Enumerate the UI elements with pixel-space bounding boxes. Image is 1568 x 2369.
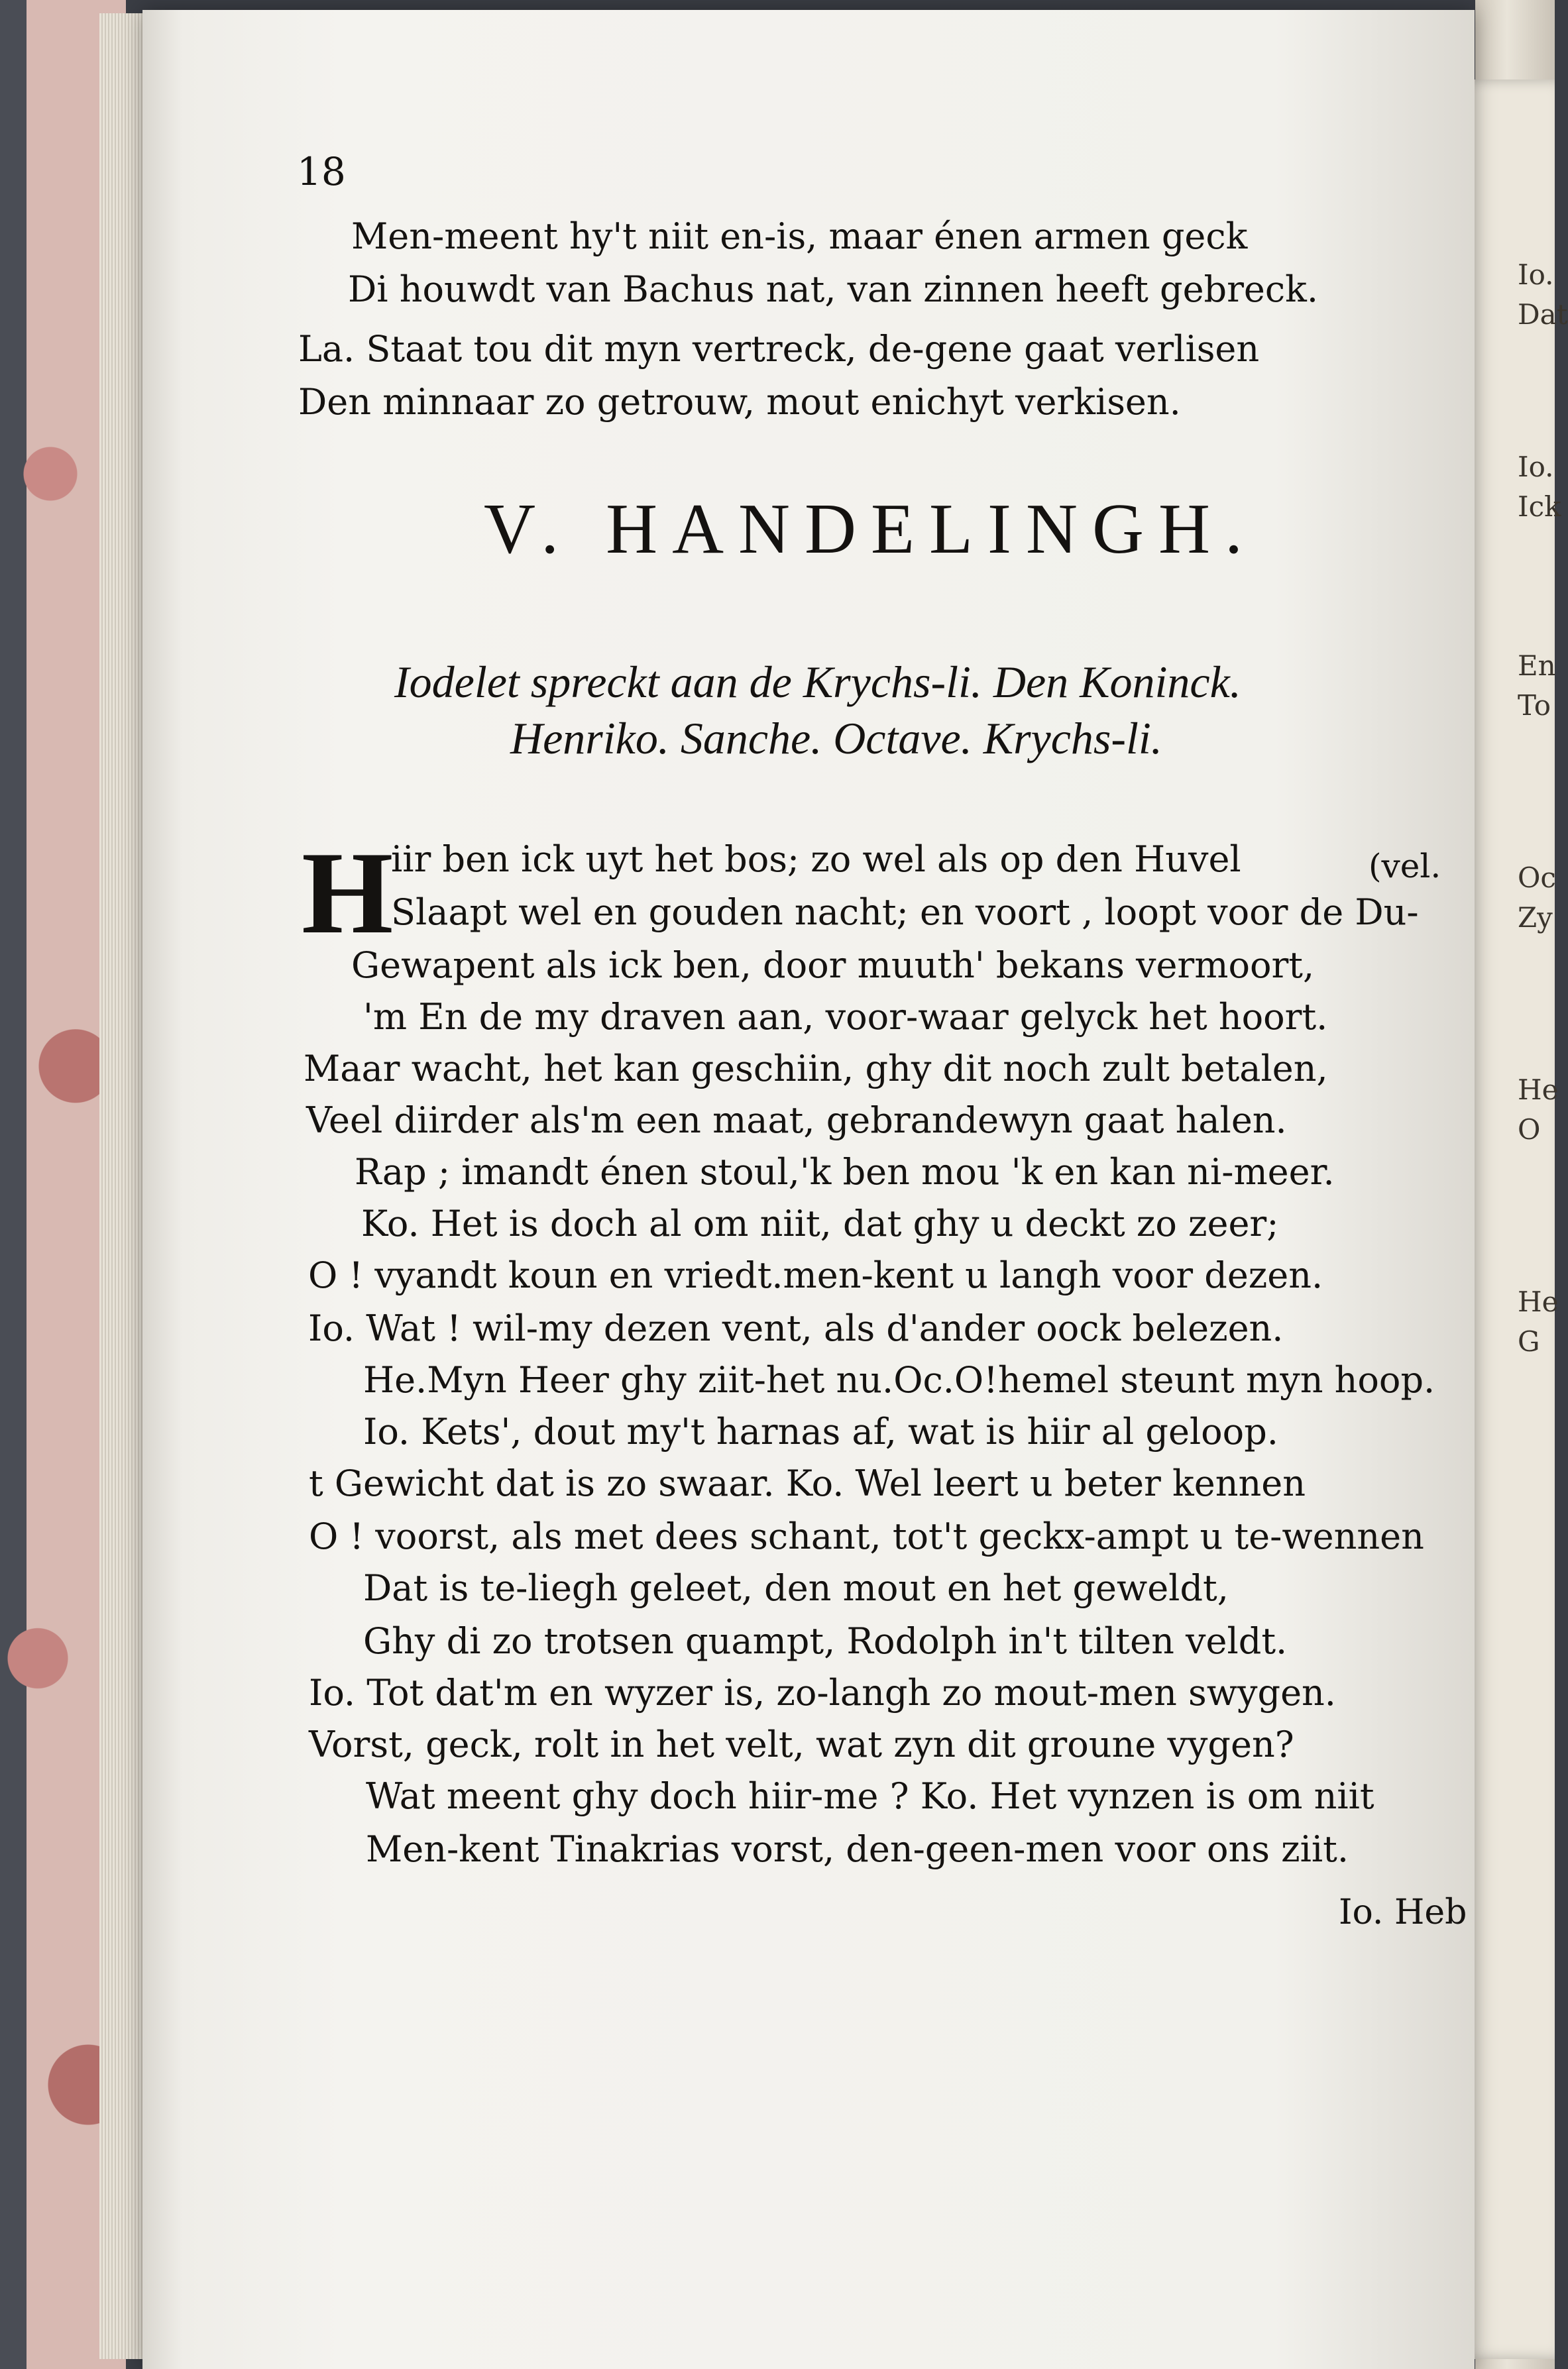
- verse-line: Ghy di zo trotsen quampt, Rodolph in't tilten veldt.: [363, 1620, 1288, 1662]
- verse-line: Io. Wat ! wil-my dezen vent, als d'ander oock belezen.: [308, 1307, 1284, 1349]
- top-line: Den minnaar zo getrouw, mout enichyt verkisen.: [298, 381, 1181, 423]
- verse-line: Maar wacht, het kan geschiin, ghy dit noch zult betalen,: [304, 1048, 1328, 1089]
- verse-line: Slaapt wel en gouden nacht; en voort , loopt voor de Du-: [391, 891, 1419, 933]
- top-line: Men-meent hy't niit en-is, maar énen armen geck: [351, 215, 1248, 257]
- verse-line: Gewapent als ick ben, door muuth' bekans vermoort,: [351, 944, 1315, 986]
- verse-line: He.Myn Heer ghy ziit-het nu.Oc.O!hemel steunt myn hoop.: [363, 1359, 1435, 1401]
- facing-fragment: Ick: [1518, 490, 1561, 523]
- verse-line: Men-kent Tinakrias vorst, den-geen-men voor ons ziit.: [366, 1828, 1349, 1870]
- verse-line: Dat is te-liegh geleet, den mout en het geweldt,: [363, 1567, 1229, 1609]
- facing-fragment: Io.: [1518, 258, 1554, 291]
- verse-line: Veel diirder als'm een maat, gebrandewyn gaat halen.: [306, 1099, 1287, 1141]
- facing-fragment: He: [1518, 1074, 1559, 1106]
- scene-direction: Iodelet spreckt aan de Krychs-li. Den Koninck.: [394, 657, 1241, 707]
- top-line: La. Staat tou dit myn vertreck, de-gene gaat verlisen: [298, 328, 1260, 370]
- verse-line: O ! vyandt koun en vriedt.men-kent u langh voor dezen.: [308, 1254, 1323, 1296]
- scene-direction: Henriko. Sanche. Octave. Krychs-li.: [510, 713, 1162, 763]
- verse-line: Rap ; imandt énen stoul,'k ben mou 'k en kan ni-meer.: [355, 1151, 1335, 1193]
- drop-cap: H: [302, 827, 394, 958]
- verse-line: Io. Kets', dout my't harnas af, wat is hiir al geloop.: [363, 1411, 1278, 1453]
- verse-line: iir ben ick uyt het bos; zo wel als op den Huvel: [391, 838, 1241, 880]
- facing-fragment: Zy: [1518, 901, 1553, 934]
- verse-line: Wat meent ghy doch hiir-me ? Ko. Het vynzen is om niit: [366, 1775, 1374, 1817]
- verse-line: Io. Tot dat'm en wyzer is, zo-langh zo mout-men swygen.: [309, 1672, 1336, 1714]
- facing-fragment: Io.: [1518, 451, 1554, 483]
- verse-line: t Gewicht dat is zo swaar. Ko. Wel leert u beter kennen: [309, 1462, 1306, 1504]
- verse-line: Vorst, geck, rolt in het velt, wat zyn dit groune vygen?: [309, 1724, 1294, 1765]
- verse-line: 'm En de my draven aan, voor-waar gelyck het hoort.: [363, 996, 1328, 1038]
- verse-line: Ko. Het is doch al om niit, dat ghy u deckt zo zeer;: [361, 1203, 1279, 1244]
- facing-fragment: En: [1518, 649, 1556, 682]
- facing-fragment: He: [1518, 1286, 1559, 1318]
- facing-fragment: Dat: [1518, 298, 1568, 331]
- page-number: 18: [297, 149, 346, 194]
- right-margin-note: (vel.: [1369, 847, 1441, 885]
- verse-line: O ! voorst, als met dees schant, tot't geckx-ampt u te-wennen: [309, 1515, 1424, 1557]
- facing-fragment: O: [1518, 1113, 1541, 1146]
- facing-fragment: G: [1518, 1325, 1540, 1358]
- catchword: Io. Heb: [1339, 1893, 1467, 1932]
- facing-fragment: To: [1518, 689, 1551, 722]
- facing-fragment: Oc: [1518, 861, 1556, 894]
- act-heading: V. HANDELINGH.: [484, 490, 1257, 569]
- top-line: Di houwdt van Bachus nat, van zinnen heeft gebreck.: [348, 268, 1319, 310]
